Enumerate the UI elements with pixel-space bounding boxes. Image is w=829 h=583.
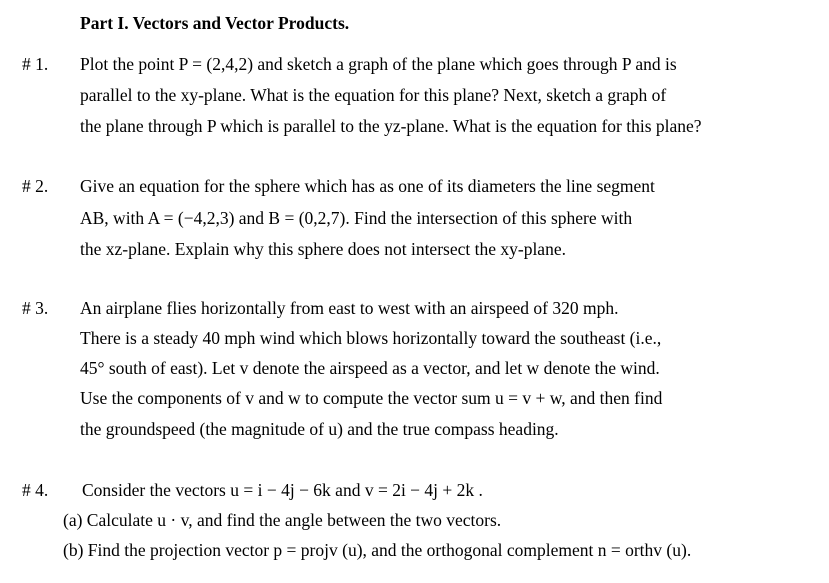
problem-2-number: # 2. [22,176,49,196]
problem-4-line-2: (a) Calculate u · v, and find the angle between the two vectors. [63,510,502,530]
problem-3-line-5: the groundspeed (the magnitude of u) and the true compass heading. [80,419,559,439]
problem-3-line-2: There is a steady 40 mph wind which blows horizontally toward the southeast (i.e., [80,328,662,348]
page-heading: Part I. Vectors and Vector Products. [80,13,350,33]
problem-2-line-1: Give an equation for the sphere which has as one of its diameters the line segment [80,176,655,196]
problem-2-line-2: AB, with A = (−4,2,3) and B = (0,2,7). Find the intersection of this sphere with [80,208,633,228]
problem-2-line-3: the xz-plane. Explain why this sphere does not intersect the xy-plane. [80,239,566,259]
problem-3-line-3: 45° south of east). Let v denote the airspeed as a vector, and let w denote the wind. [80,358,660,378]
problem-3-number: # 3. [22,298,49,318]
problem-1-number: # 1. [22,54,49,74]
problem-1-line-1: Plot the point P = (2,4,2) and sketch a graph of the plane which goes through P and is [80,54,677,74]
problem-1-line-3: the plane through P which is parallel to the yz-plane. What is the equation for this plane? [80,116,702,136]
problem-4-line-1: Consider the vectors u = i − 4j − 6k and v = 2i − 4j + 2k . [82,480,483,500]
problem-4-number: # 4. [22,480,49,500]
problem-3-line-4: Use the components of v and w to compute the vector sum u = v + w, and then find [80,388,663,408]
problem-4-line-3: (b) Find the projection vector p = projv (u), and the orthogonal complement n = orthv (u). [63,540,692,560]
problem-1-line-2: parallel to the xy-plane. What is the equation for this plane? Next, sketch a graph of [80,85,667,105]
problem-3-line-1: An airplane flies horizontally from east to west with an airspeed of 320 mph. [80,298,619,318]
